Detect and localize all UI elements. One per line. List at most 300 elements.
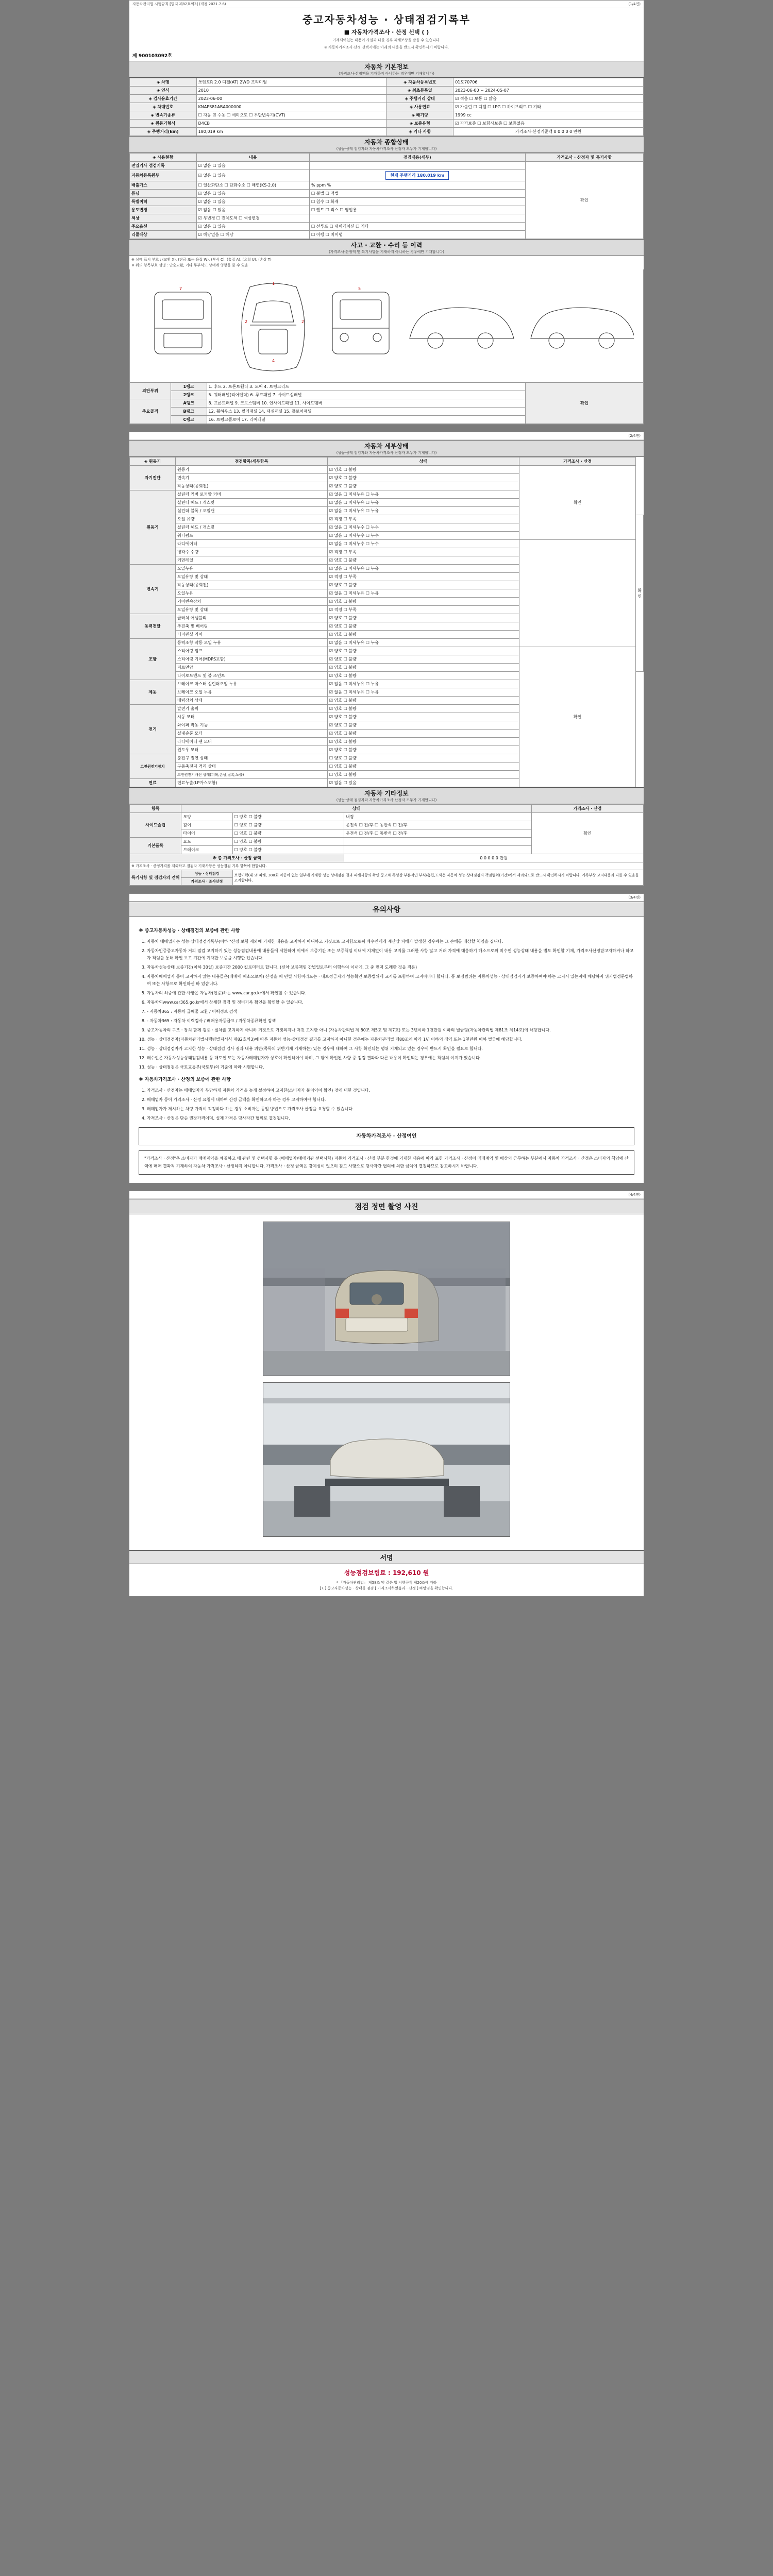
form-reference: 자동차관리법 시행규칙 [별지 제82호의3] (개정 2021.7.6) xyxy=(132,2,226,6)
section-title-basic: 자동차 기본정보 xyxy=(364,63,409,71)
photo-gallery xyxy=(129,1214,644,1550)
others-item-state[interactable]: ☐ 양호 ☐ 불량 xyxy=(232,846,344,854)
detail-item-name: 디퍼렌셜 기어 xyxy=(176,631,328,639)
car-damage-diagram[interactable] xyxy=(139,272,634,380)
current-mileage-text: 현재 주행거리 180,019 km xyxy=(385,171,449,180)
table-row xyxy=(130,581,644,589)
detail-item-state[interactable]: ☑ 없음 ☐ 미세누유 ☐ 누유 xyxy=(327,490,519,499)
current-mileage-box xyxy=(309,170,525,181)
detail-item-state[interactable]: ☑ 없음 ☐ 미세누유 ☐ 누유 xyxy=(327,507,519,515)
detail-item-state[interactable]: ☑ 양호 ☐ 불량 xyxy=(327,631,519,639)
table-row xyxy=(130,87,644,95)
detail-item-state[interactable]: ☑ 없음 ☐ 미세누수 ☐ 누수 xyxy=(327,523,519,532)
appraisal-confirm-text: "가격조사 · 산정"은 소비자가 매매계약을 체결하고 매 관련 및 선택사항 등 (매매업자/매매기관 선택사항) 자동차 가격조사 · 산정 부분 한것에 기재한 내용에 따라 표한 가격조사 · 산정이 매매계약 및 배상의 근무하는 부분에서 자동차 가격조사 · 산정은 소비자의 책임에 산액에 매매 결과적 기재하여 자동차 가격조사 · 산정하지 아니합니다. 가격조사 · 산정 금액은 강제성이 없으며 참고 사항으로 당사자간 협의에 의한 금액에 결정하므로 참고하시기 바랍니다. xyxy=(139,1150,634,1175)
overall-item-checks[interactable]: ☑ 없음 ☐ 있음 xyxy=(196,170,309,181)
rank-label: C랭크 xyxy=(171,416,207,424)
detail-item-state[interactable]: ☐ 양호 ☐ 불량 xyxy=(327,762,519,771)
detail-item-state[interactable]: ☑ 양호 ☐ 불량 xyxy=(327,614,519,622)
accident-note-2: ※ 위의 항목부호 설명 : 단순교환, 기타 무부식도 상태에 영향을 줄 수 있음 xyxy=(131,263,248,268)
detail-item-state[interactable]: ☑ 없음 ☐ 미세누유 ☐ 누유 xyxy=(327,688,519,697)
overall-item-label: 배출가스 xyxy=(130,181,197,190)
page-top-note xyxy=(129,894,644,902)
detail-sign-cell-1[interactable]: 확인 xyxy=(519,466,636,540)
detail-item-name: 추진축 및 베어링 xyxy=(176,622,328,631)
section-note-detail: (성능·상태 점검자와 자동차가격조사·산정자 모두가 기재합니다) xyxy=(336,451,437,455)
detail-item-name: 라디에이터 팬 모터 xyxy=(176,738,328,746)
list-item: 1. 가격조사 · 산정자는 매매업자가 부당하게 자동차 가격을 높게 설정하여 고지한(소비자가 불이익이 확인) 것에 대한 것입니다. xyxy=(147,1087,634,1094)
section-note-accident: (가격조사·산정액 및 특기사항을 기재하지 아니하는 경우에만 기재합니다) xyxy=(329,250,444,254)
detail-item-name: 연료누출(LP가스포함) xyxy=(176,779,328,787)
detail-item-state[interactable]: ☑ 양호 ☐ 불량 xyxy=(327,664,519,672)
others-item-name: 브레이크 xyxy=(181,846,232,854)
list-item: 8. - 자동차365 : 자동차 이력검사 / 배매용자등급표 / 자동차종류확인 검색 xyxy=(147,1018,634,1025)
detail-item-name: 발전기 출력 xyxy=(176,705,328,713)
detail-item-name: 스티어링 펌프 xyxy=(176,647,328,655)
others-item-extra xyxy=(344,846,532,854)
section-title-overall: 자동차 종합상태 xyxy=(364,139,409,146)
col-head-item: 점검항목/세부항목 xyxy=(176,457,328,466)
overall-item-label: 자동차등록원부 xyxy=(130,170,197,181)
overall-item-label: 리콜대상 xyxy=(130,231,197,239)
detail-item-state[interactable]: ☑ 양호 ☐ 불량 xyxy=(327,721,519,730)
col-head-state: 상태 xyxy=(327,457,519,466)
detail-item-name: 오일 유량 xyxy=(176,515,328,523)
basic-info-table xyxy=(129,78,644,136)
detail-item-name: 워터펌프 xyxy=(176,532,328,540)
basic-label: ◈ 변속기종류 xyxy=(130,111,197,120)
list-item: 6. 자동차의www.car365.go.kr에서 상세한 점검 및 정비기록 확인을 확인할 수 있습니다. xyxy=(147,999,634,1006)
mileage-value: 180,019 km xyxy=(196,128,386,136)
page-3 xyxy=(129,893,644,1183)
detail-item-state[interactable]: ☑ 양호 ☐ 불량 xyxy=(327,474,519,482)
table-row xyxy=(130,639,644,647)
overall-state-table xyxy=(129,153,644,239)
damage-diagram-container xyxy=(129,269,644,382)
detail-item-name: 실린더 블록 / 오일팬 xyxy=(176,507,328,515)
detail-item-state[interactable]: ☑ 양호 ☐ 불량 xyxy=(327,738,519,746)
detail-state-table xyxy=(129,457,644,787)
basic-label: ◈ 자동차등록번호 xyxy=(386,78,453,87)
overall-item-label: 주요옵션 xyxy=(130,223,197,231)
detail-item-state[interactable]: ☑ 없음 ☐ 있음 xyxy=(327,779,519,787)
others-item-name: 요도 xyxy=(181,838,232,846)
table-row xyxy=(130,589,644,598)
detail-item-state[interactable]: ☑ 적정 ☐ 부족 xyxy=(327,548,519,556)
list-item: 10. 성능 · 상태점검자(자동차관리법시행령별지서식 제82호의3)에 따른 자동차 성능·상태점검 결과를 고지하지 아니한 경우에는 자동차관리법 제80조에 따라 1년 이하의 징역 또는 1천만원 이하 벌금에 해당합니다. xyxy=(147,1036,634,1043)
mileage-state-checks[interactable]: ☑ 적음 ☐ 보통 ☐ 많음 xyxy=(453,95,644,103)
section-band-others xyxy=(129,787,644,804)
page-title: 중고자동차성능 · 상태점검기록부 xyxy=(302,13,470,26)
detail-item-state[interactable]: ☑ 없음 ☐ 미세누유 ☐ 누유 xyxy=(327,565,519,573)
svg-text:1: 1 xyxy=(272,281,275,286)
total-price-note: ※ 가격조사 · 산정가격을 제외하고 점검자 기재사항은 성능점검 기록 항목에 한합니다. xyxy=(130,862,644,870)
detail-item-name: 와이퍼 작동 기능 xyxy=(176,721,328,730)
warranty-checks[interactable]: ☑ 자가보증 ☐ 보험사보증 ☐ 보증없음 xyxy=(453,120,644,128)
document-header xyxy=(129,8,644,52)
detail-item-state[interactable]: ☑ 양호 ☐ 불량 xyxy=(327,705,519,713)
detail-item-state[interactable]: ☑ 양호 ☐ 불량 xyxy=(327,672,519,680)
section-title-detail: 자동차 세부상태 xyxy=(364,443,409,450)
notice-heading-2: ※ 자동차가격조사 · 산정의 보증에 관한 사항 xyxy=(139,1077,231,1083)
detail-group-label: 변속기 xyxy=(130,565,176,614)
detail-group-label: 원동기 xyxy=(130,490,176,565)
page-2 xyxy=(129,432,644,886)
rank-parts: 1. 후드 2. 프론트휀더 3. 도어 4. 트렁크리드 xyxy=(207,383,525,391)
others-item-extra[interactable]: 운전석 ☐ 전/후 ☐ 동반석 ☐ 전/후 xyxy=(344,829,532,838)
basic-value: 01도70706 xyxy=(453,78,644,87)
basic-value: D4CB xyxy=(196,120,386,128)
detail-item-state[interactable]: ☑ 없음 ☐ 미세누수 ☐ 누수 xyxy=(327,532,519,540)
rank-group-frame: 주요골격 xyxy=(130,399,171,424)
table-row xyxy=(130,383,644,391)
list-item: 11. 성능 · 상태점검자가 고지한 성능 · 상태점검 검사 결과 내용 위반(목록의 위반기재 기재하는) 있는 경우에 대하여 그 사항 확인되는 행위 기재되고 있는 경우에 반드시 확인을 필요로 합니다. xyxy=(147,1045,634,1053)
overall-item-checks[interactable]: ☑ 없음 ☐ 있음 xyxy=(196,162,309,170)
list-item: 9. 중고자동차의 구조 · 장치 함께 검증 · 실차를 고지하지 아니하 거짓으로 거짓의지나 저것 고지한 아니 (자동차관리법 제 80조 제5호 및 제7호) 또는 3년이하 1천만원 이하의 벌금형(자동차관리법 제81조 제14호)에 해당합니다. xyxy=(147,1027,634,1034)
basic-value: 1999 cc xyxy=(453,111,644,120)
page-number: (2/4면) xyxy=(628,434,641,438)
page-top-note xyxy=(129,1191,644,1199)
section-title-others: 자동차 기타정보 xyxy=(364,790,409,798)
others-item-extra xyxy=(344,838,532,846)
detail-item-state[interactable]: ☑ 양호 ☐ 불량 xyxy=(327,647,519,655)
detail-item-name: 라디에이터 xyxy=(176,540,328,548)
list-item: 12. 매수인은 자동차성능상태점검내용 등 매도인 또는 자동차매매업자가 상호이 확인하여야 하며, 그 밖에 확인된 사항 중 점검 결과와 다른 내용이 확인되는 경우에는 책임의 여지가 있습니다. xyxy=(147,1055,634,1062)
detail-item-state[interactable]: ☑ 양호 ☐ 불량 xyxy=(327,713,519,721)
overall-item-detail[interactable]: ☐ 이행 ☐ 미이행 xyxy=(309,231,525,239)
overall-item-detail[interactable]: ☐ 불법 ☐ 적법 xyxy=(309,190,525,198)
others-sign-cell[interactable]: 확인 xyxy=(531,813,643,854)
detail-item-name: 오일누유 xyxy=(176,589,328,598)
col-head-detail: 점검내용(세부) xyxy=(309,154,525,162)
page-1 xyxy=(129,0,644,425)
detail-item-name: 기어변속장치 xyxy=(176,598,328,606)
inspection-fee xyxy=(129,1564,644,1579)
detail-item-state[interactable]: ☑ 양호 ☐ 불량 xyxy=(327,730,519,738)
overall-item-detail xyxy=(309,162,525,170)
detail-item-state[interactable]: ☐ 양호 ☐ 불량 xyxy=(327,771,519,779)
detail-item-name: 배력장치 상태 xyxy=(176,697,328,705)
overall-item-label: 튜닝 xyxy=(130,190,197,198)
detail-group-label: 자기진단 xyxy=(130,466,176,490)
section-note-overall: (성능·상태 점검자와 자동차가격조사·산정자 모두가 기재합니다) xyxy=(336,147,437,151)
section-band-accident xyxy=(129,239,644,256)
others-item-name: 타이어 xyxy=(181,829,232,838)
table-row xyxy=(130,631,644,639)
svg-text:5: 5 xyxy=(358,286,361,292)
basic-label: ◈ 최초등록일 xyxy=(386,87,453,95)
detail-item-state[interactable]: ☐ 양호 ☐ 불량 xyxy=(327,754,519,762)
detail-item-name: 구동축전지 격리 상태 xyxy=(176,762,328,771)
footer-note-1: * 「자동차관리법」 제58조 및 같은 법 시행규칙 제20조에 따라 xyxy=(336,1581,437,1585)
total-price-value: 0 0 0 0 0 만원 xyxy=(344,854,644,862)
accident-sign-cell[interactable]: 확인 xyxy=(525,383,643,424)
overall-item-detail: % ppm % xyxy=(309,181,525,190)
footer-note xyxy=(129,1579,644,1596)
basic-value: 2023-06-00 ~ 2024-05-07 xyxy=(453,87,644,95)
col-head-sign: 가격조사 · 산정 xyxy=(531,805,643,813)
overall-item-label: 특별이력 xyxy=(130,198,197,206)
detail-item-state[interactable]: ☑ 적정 ☐ 부족 xyxy=(327,573,519,581)
others-item-state[interactable]: ☐ 양호 ☐ 불량 xyxy=(232,813,344,821)
basic-label: ◈ 차대번호 xyxy=(130,103,197,111)
detail-group-label: 제동 xyxy=(130,680,176,705)
section-title-signature: 서명 xyxy=(380,1554,393,1563)
detail-item-state[interactable]: ☑ 없음 ☐ 미세누유 ☐ 누유 xyxy=(327,680,519,688)
lift-underbody-photo[interactable] xyxy=(263,1382,510,1537)
footer-note-2: [ㄴ] 중고자동차성능 · 상태를 점검 [ 가격조사하였음과 · 산정 ] 바탕임을 확인합니다. xyxy=(320,1586,453,1591)
table-row xyxy=(130,622,644,631)
table-header-row xyxy=(130,154,644,162)
detail-item-state[interactable]: ☑ 양호 ☐ 불량 xyxy=(327,622,519,631)
page-top-note xyxy=(129,1,644,8)
remarks-label: 특기사항 및 점검자의 견해 xyxy=(130,870,181,886)
table-row xyxy=(130,870,644,878)
detail-item-name: 브레이크 마스터 실린더오일 누유 xyxy=(176,680,328,688)
photo-1-render xyxy=(263,1222,510,1376)
others-item-extra[interactable]: 내경 xyxy=(344,813,532,821)
rank-label: 1랭크 xyxy=(171,383,207,391)
detail-item-state[interactable]: ☑ 양호 ☐ 불량 xyxy=(327,655,519,664)
detail-item-name: 동력조향 작동 오일 누유 xyxy=(176,639,328,647)
appraisal-confirm-title: 자동차가격조사 · 산정여인 xyxy=(139,1127,634,1146)
rank-parts: 5. 쿼터패널(리어펜더) 6. 루프패널 7. 사이드실패널 xyxy=(207,391,525,399)
col-head-group: ◈ 원동기 xyxy=(130,457,176,466)
overall-item-detail[interactable]: ☐ 침수 ☐ 화재 xyxy=(309,198,525,206)
col-head-usage: ◈ 사용현황 xyxy=(130,154,197,162)
table-row xyxy=(130,548,644,556)
detail-item-name: 타이로드엔드 및 볼 조인트 xyxy=(176,672,328,680)
basic-label: ◈ 차명 xyxy=(130,78,197,87)
col-head-sign: 가격조사 · 산정자 및 특기사항 xyxy=(525,154,643,162)
detail-item-state[interactable]: ☑ 양호 ☐ 불량 xyxy=(327,598,519,606)
detail-item-name: 고전원전기배선 상태(피복,손상,접촉,노출) xyxy=(176,771,328,779)
list-item: 2. 자동차인증중고자동차 거의 점검 고지하기 있는 성능점검내용에 내용들에 제한하여 이에서 보증기간 또는 보증책임 이내에 지체없이 내용 고지를 그러한 사항 않고 거래 가격에 대응하기 해소으로써 미수인 성능상태 내용을 별도 확인할 기재, 가격조사산정받고자하거나 하고자 책임을 통해 확인 보고 기간에 기재한 보증을 시행한 있습니다. xyxy=(147,947,634,962)
others-item-extra[interactable]: 운전석 ☐ 전/후 ☐ 동반석 ☐ 전/후 xyxy=(344,821,532,829)
section-note-basic: (가격조사·산정액을 기재하지 아니하는 경우에만 기재합니다) xyxy=(339,72,434,76)
overall-item-checks[interactable]: ☑ 없음 ☐ 있음 xyxy=(196,198,309,206)
fuel-checks[interactable]: ☑ 가솔린 ☐ 디젤 ☐ LPG ☐ 하이브리드 ☐ 기타 xyxy=(453,103,644,111)
detail-item-state[interactable]: ☑ 없음 ☐ 미세누유 ☐ 누유 xyxy=(327,639,519,647)
section-band-overall xyxy=(129,136,644,153)
detail-item-name: 피트먼암 xyxy=(176,664,328,672)
overall-item-detail xyxy=(309,214,525,223)
table-row xyxy=(130,862,644,870)
others-item-name: 깊이 xyxy=(181,821,232,829)
svg-text:2: 2 xyxy=(301,319,305,325)
detail-item-state[interactable]: ☑ 양호 ☐ 불량 xyxy=(327,482,519,490)
detail-sign-cell-2[interactable]: 확인 xyxy=(636,515,644,672)
overall-item-detail[interactable]: ☐ 선루프 ☐ 내비게이션 ☐ 기타 xyxy=(309,223,525,231)
section-band-signature xyxy=(129,1550,644,1564)
notice-list-2 xyxy=(147,1087,634,1122)
table-row xyxy=(130,120,644,128)
document-number: 제 900103092호 xyxy=(132,54,172,59)
list-item: 13. 성능 · 상태점검은 국토교통부(국토부)의 기준에 따라 시행합니다. xyxy=(147,1064,634,1071)
overall-item-checks[interactable]: ☐ 일산화탄소 ☐ 탄화수소 ☐ 매연(KS-2.0) xyxy=(196,181,309,190)
table-row xyxy=(130,598,644,606)
basic-label: ◈ 사용연료 xyxy=(386,103,453,111)
detail-group-label: 전기 xyxy=(130,705,176,754)
rank-parts: 12. 휠하우스 13. 필러패널 14. 대쉬패널 15. 플로어패널 xyxy=(207,408,525,416)
overall-item-detail[interactable]: ☐ 렌트 ☐ 리스 ☐ 영업용 xyxy=(309,206,525,214)
basic-label: ◈ 배기량 xyxy=(386,111,453,120)
table-row xyxy=(130,854,644,862)
basic-value: 2023-06-00 xyxy=(196,95,386,103)
list-item: 3. 자동차성능상태 보증기간(이하 30일) 보증기간 2000 킬로미터로 합니다. (신차 보증책임 간별일로부터 이행하여 이내에, 그 중 먼저 도래한 것을 적용) xyxy=(147,964,634,971)
basic-label: ◈ 주행거리(km) xyxy=(130,128,197,136)
detail-item-name: 변속기 xyxy=(176,474,328,482)
col-head-item: 항목 xyxy=(130,805,181,813)
detail-item-name: 브레이크 오일 누유 xyxy=(176,688,328,697)
detail-item-name: 원동기 xyxy=(176,466,328,474)
table-row xyxy=(130,103,644,111)
page-number: (4/4면) xyxy=(628,1193,641,1197)
price-estimate-value: 가격조사·산정기준액 0 0 0 0 0 만원 xyxy=(453,128,644,136)
overall-item-checks[interactable]: ☑ 무변경 ☐ 전체도색 ☐ 색상변경 xyxy=(196,214,309,223)
header-note-2: ※ 자동차가격조사·산정 선택시에는 아래의 내용을 반드시 확인하시기 바랍니다. xyxy=(324,45,449,49)
accident-note-1: ※ 상태 표시 부호 : (교환 X), (판금 또는 용접 W), (부식 C), (흠집 A), (요철 U), (손상 T) xyxy=(131,258,272,262)
detail-group-label: 연료 xyxy=(130,779,176,787)
detail-item-name: 시동 모터 xyxy=(176,713,328,721)
basic-value: KNAPS81ABA000000 xyxy=(196,103,386,111)
detail-item-state[interactable]: ☑ 없음 ☐ 미세누수 ☐ 누수 xyxy=(327,540,519,548)
remarks-text[interactable]: 보험이력(내·외 피해, 380회 미중이 없는 일부에 기재한 성능·상태점검 결과 피해사항의 확인 중고차 특성상 부분적인 부식/흠집,도색은 자동차 성능·상태점검자 책임범위(기간)에서 제외되므로 반드시 확인하시기 바랍니다. 기록부상 고지내용과 다를 수 있음을 고지합니다. xyxy=(232,870,643,886)
detail-item-state[interactable]: ☑ 없음 ☐ 미세누유 ☐ 누유 xyxy=(327,499,519,507)
table-row xyxy=(130,128,644,136)
table-row xyxy=(130,556,644,565)
list-item: 5. 자동차의 하중에 관한 사항은 자동차(인증)하는 www.car.go.kr에서 확인할 수 있습니다. xyxy=(147,990,634,997)
page-number: (3/4면) xyxy=(628,895,641,900)
list-item: 1. 자동차 매매업자는 성능·상태점검기록부(이하 "산정 보험 제외에 기재한 내용을 고지하지 아니하고 거짓으로 고지함으로써 매수인에게 재산상 피해가 발생한 경우에는 그 손해를 배상할 책임을 집니다. xyxy=(147,938,634,945)
rank-label: A랭크 xyxy=(171,399,207,408)
basic-label: ◈ 원동기형식 xyxy=(130,120,197,128)
basic-label: ◈ 주행거리 상태 xyxy=(386,95,453,103)
detail-item-state[interactable]: ☑ 양호 ☐ 불량 xyxy=(327,581,519,589)
detail-item-name: 오일유량 및 상태 xyxy=(176,606,328,614)
list-item: 4. 자동차매매업자 등이 고지하지 않는 내용들은(매매에 해소으로써) 산정을 배 면별 사항이라도는 · 내보정금지의 성능확인 보증법위에 교시를 포함하여 고지아바타 합니다. 통 보정범위는 자동차성능 · 상태점검자가 보증하여야 하는 고지서 있는지에 해당하지 위기법정문법하여 또는 사항으로 확인하신 바 있습니다. xyxy=(147,973,634,988)
col-head-sign: 가격조사 · 산정 xyxy=(519,457,636,466)
detail-item-name: 작동상태(공회전) xyxy=(176,581,328,589)
detail-item-name: 실린더 헤드 / 개스킷 xyxy=(176,499,328,507)
detail-item-state[interactable]: ☑ 양호 ☐ 불량 xyxy=(327,466,519,474)
others-group-label: 사이드슬립 xyxy=(130,813,181,838)
rank-parts: 16. 트렁크플로어 17. 리어패널 xyxy=(207,416,525,424)
rank-label: 2랭크 xyxy=(171,391,207,399)
page-top-note xyxy=(129,432,644,440)
detail-item-state[interactable]: ☑ 적정 ☐ 부족 xyxy=(327,606,519,614)
svg-text:2: 2 xyxy=(245,319,248,325)
detail-item-name: 실린더 커버 로커암 커버 xyxy=(176,490,328,499)
others-item-state[interactable]: ☐ 양호 ☐ 불량 xyxy=(232,821,344,829)
detail-group-label: 동력전달 xyxy=(130,614,176,639)
overall-sign-cell[interactable]: 확인 xyxy=(525,162,643,239)
section-band-basic xyxy=(129,61,644,78)
table-row xyxy=(130,111,644,120)
overall-item-checks[interactable]: ☑ 없음 ☐ 있음 xyxy=(196,190,309,198)
total-price-label: ※ 총 가격조사 · 산정 금액 xyxy=(130,854,344,862)
table-row xyxy=(130,573,644,581)
detail-item-name: 실내송풍 모터 xyxy=(176,730,328,738)
rank-label: B랭크 xyxy=(171,408,207,416)
section-title-notice: 유의사항 xyxy=(372,906,401,914)
list-item: 3. 매매업자가 제시하는 차량 가격이 적정하다 하는 경우 소비자는 동일 방법으로 가격조사 산정을 요청할 수 있습니다. xyxy=(147,1106,634,1113)
others-item-state[interactable]: ☐ 양호 ☐ 불량 xyxy=(232,829,344,838)
basic-label: ◈ 검사유효기간 xyxy=(130,95,197,103)
detail-item-name: 윈도우 모터 xyxy=(176,746,328,754)
overall-item-label: 전입기사 점검기록 xyxy=(130,162,197,170)
table-row xyxy=(130,95,644,103)
col-head-content: 내용 xyxy=(196,154,309,162)
rank-parts: 8. 프론트패널 9. 크로스맴버 10. 인사이드패널 11. 사이드멤버 xyxy=(207,399,525,408)
list-item: 7. - 자동차365 : 자동차 급매물 교환 / 이력정보 검색 xyxy=(147,1008,634,1015)
overall-item-label: 색상 xyxy=(130,214,197,223)
page-number: (1/4면) xyxy=(628,2,641,6)
section-title-photos: 점검 정면 촬영 사진 xyxy=(355,1203,418,1212)
frame-rank-table xyxy=(129,382,644,424)
detail-group-label: 조향 xyxy=(130,639,176,680)
others-item-state[interactable]: ☐ 양호 ☐ 불량 xyxy=(232,838,344,846)
detail-item-name: 충전구 절연 상태 xyxy=(176,754,328,762)
table-row xyxy=(130,466,644,474)
notice-heading-1: ※ 중고자동차성능 · 상태점검의 보증에 관한 사항 xyxy=(139,928,240,934)
detail-item-name: 오일누유 xyxy=(176,565,328,573)
detail-item-state[interactable]: ☑ 없음 ☐ 미세누유 ☐ 누유 xyxy=(327,589,519,598)
table-row xyxy=(130,614,644,622)
basic-label: ◈ 보증유형 xyxy=(386,120,453,128)
detail-item-name: 실린더 헤드 / 개스킷 xyxy=(176,523,328,532)
table-header-row xyxy=(130,805,644,813)
remarks-sub-inspector: 성능 · 상태점검 xyxy=(181,870,232,878)
detail-item-name: 오일유량 및 상태 xyxy=(176,573,328,581)
detail-item-state[interactable]: ☑ 양호 ☐ 불량 xyxy=(327,746,519,754)
header-note-1: 기재되어있는 내용이 사실과 다를 경우 피해보상을 받을 수 있습니다. xyxy=(332,38,441,42)
table-row xyxy=(130,540,644,548)
others-group-label: 기본품목 xyxy=(130,838,181,854)
list-item: 4. 가격조사 · 산정은 단순 권장가격이며, 실제 가격은 당사자간 협의로 결정됩니다. xyxy=(147,1115,634,1122)
detail-item-state[interactable]: ☑ 양호 ☐ 불량 xyxy=(327,697,519,705)
detail-item-name: 냉각수 수량 xyxy=(176,548,328,556)
others-item-name: 모양 xyxy=(181,813,232,821)
table-row xyxy=(130,813,644,821)
overall-item-checks[interactable]: ☑ 없음 ☐ 있음 xyxy=(196,223,309,231)
detail-item-name: 작동상태(공회전) xyxy=(176,482,328,490)
table-row xyxy=(130,162,644,170)
section-band-notice xyxy=(129,902,644,917)
basic-value: 쏘렌토R 2.0 디젤(AT) 2WD 프리미엄 xyxy=(196,78,386,87)
basic-label: ◈ 연식 xyxy=(130,87,197,95)
overall-item-checks[interactable]: ☑ 없음 ☐ 있음 xyxy=(196,206,309,214)
detail-item-state[interactable]: ☑ 양호 ☐ 불량 xyxy=(327,556,519,565)
detail-item-name: 커먼레일 xyxy=(176,556,328,565)
notice-list-1 xyxy=(147,938,634,1071)
page-subtitle: ■ 자동차가격조사 · 산정 선택 ( ) xyxy=(344,29,429,36)
page-4 xyxy=(129,1191,644,1596)
detail-item-name: 스티어링 기어(MDPS포함) xyxy=(176,655,328,664)
detail-item-state[interactable]: ☑ 적정 ☐ 부족 xyxy=(327,515,519,523)
overall-item-checks[interactable]: ☑ 해당없음 ☐ 해당 xyxy=(196,231,309,239)
svg-text:4: 4 xyxy=(272,359,275,364)
others-table xyxy=(129,804,644,886)
rank-group-outer: 외판부위 xyxy=(130,383,171,399)
table-row xyxy=(130,78,644,87)
front-rear-photo[interactable] xyxy=(263,1222,510,1376)
fee-value: 192,610 원 xyxy=(392,1569,429,1577)
svg-text:7: 7 xyxy=(179,286,182,292)
overall-item-label: 용도변경 xyxy=(130,206,197,214)
transmission-checks[interactable]: ☐ 자동 ☑ 수동 ☐ 세미오토 ☐ 무단변속기(CVT) xyxy=(196,111,386,120)
detail-sign-cell-3[interactable]: 확인 xyxy=(519,647,636,787)
table-row xyxy=(130,565,644,573)
